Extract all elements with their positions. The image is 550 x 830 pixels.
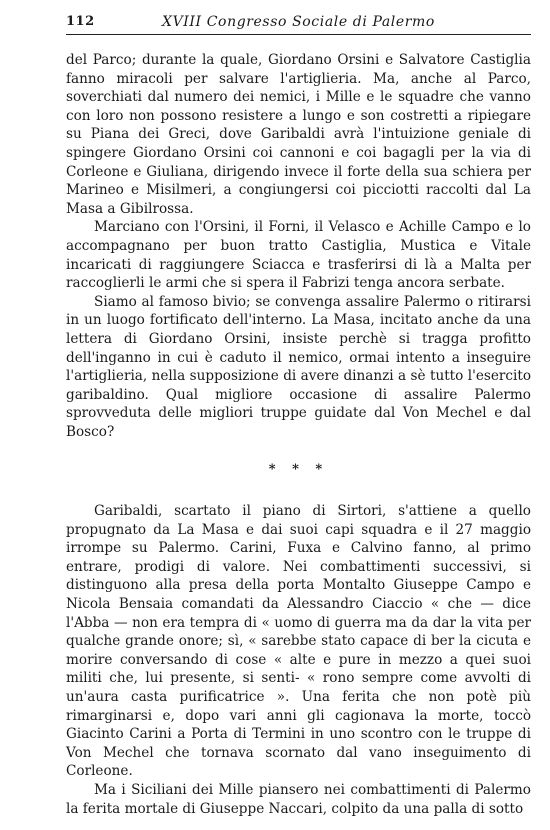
paragraph: Marciano con l'Orsini, il Forni, il Velasco e Achille Campo e lo accompagnano per buon tratto Castiglia, Mustica e Vitale incaricati di raggiungere Sciacca e trasferirsi di là a Malta per raccoglierli le armi che si spera il Fabrizi tenga ancora serbate. bbox=[66, 219, 531, 292]
paragraph: Garibaldi, scartato il piano di Sirtori, s'attiene a quello propugnato da La Masa e dai suoi capi squadra e il 27 maggio irrompe su Palermo. Carini, Fuxa e Calvino fanno, al primo entrare, prodigi di valore. Nei combattimenti successivi, si distinguono alla presa della porta Montalto Giuseppe Campo e Nicola Bensaia comandati da Alessandro Ciaccio « che — dice l'Abba — non era tempra di « uomo di guerra ma da dar la vita per qualche grande onore; sì, « sarebbe stato capace di ber la cicuta e morire conversando di cose « alte e pure in mezzo a quei suoi militi che, lui presente, si senti- « rono sempre come avvolti di un'aura casta purificatrice ». Una ferita che non potè più rimarginarsi e, dopo vari anni gli cagionava la morte, toccò Giacinto Carini a Porta di Termini in uno scontro con le truppe di Von Mechel che tornava scornato dal vano inseguimento di Corleone. bbox=[66, 503, 531, 780]
section-separator: * * * bbox=[268, 462, 329, 477]
page-number: 112 bbox=[66, 14, 95, 29]
body-text-bottom bbox=[66, 502, 531, 818]
page-header bbox=[66, 14, 531, 35]
running-title: XVIII Congresso Sociale di Palermo bbox=[162, 14, 435, 30]
paragraph: Ma i Siciliani dei Mille piansero nei combattimenti di Palermo la ferita mortale di Giuseppe Naccari, colpito da una palla di sotto bbox=[66, 781, 531, 817]
body-text-top bbox=[66, 51, 531, 441]
paragraph: Siamo al famoso bivio; se convenga assalire Palermo o ritirarsi in un luogo fortificato dell'interno. La Masa, incitato anche da una lettera di Giordano Orsini, insiste perchè si tragga profitto dell'inganno in cui è caduto il nemico, ormai intento a inseguire l'artiglieria, nella supposizione di avere dinanzi a sè tutto l'esercito garibaldino. Qual migliore occasione di assalire Palermo sprovveduta delle migliori truppe guidate dal Von Mechel e dal Bosco? bbox=[66, 293, 531, 440]
paragraph: del Parco; durante la quale, Giordano Orsini e Salvatore Castiglia fanno miracoli per salvare l'artiglieria. Ma, anche al Parco, soverchiati dal numero dei nemici, i Mille e le squadre che vanno con loro non possono resistere a lungo e son costretti a ripiegare su Piana dei Greci, dove Garibaldi avrà l'intuizione geniale di spingere Giordano Orsini coi cannoni e coi bagagli per la via di Corleone e Giuliana, dirigendo invece il forte della sua schiera per Marineo e Misilmeri, a congiungersi coi picciotti raccolti dal La Masa a Gibilrossa. bbox=[66, 52, 531, 217]
